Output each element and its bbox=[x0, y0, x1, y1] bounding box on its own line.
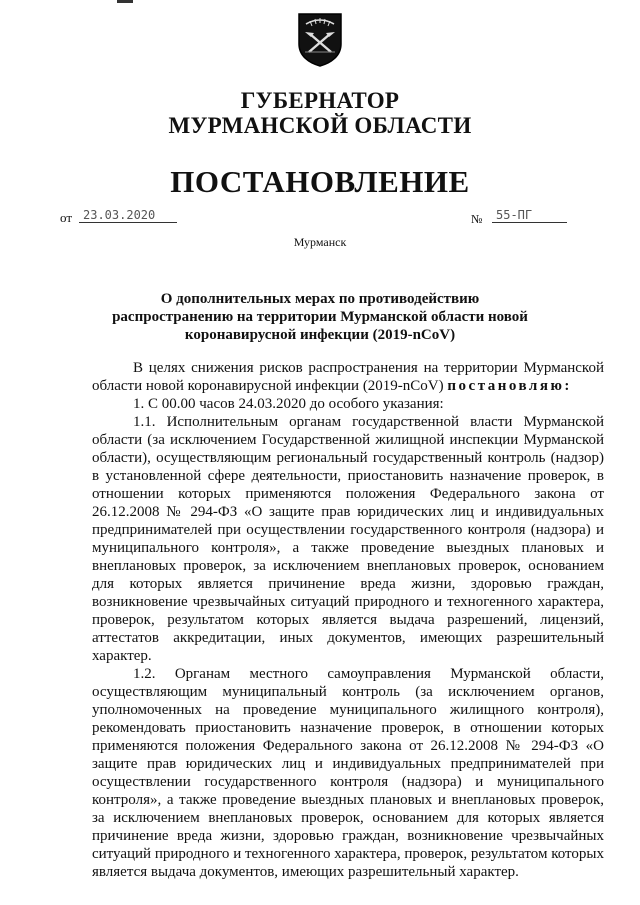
intro-text: В целях снижения рисков распространения на территории Мурманской области новой коронавирусной инфекции (2019-nCoV) bbox=[92, 360, 604, 394]
region-title: МУРМАНСКОЙ ОБЛАСТИ bbox=[168, 113, 472, 138]
resolve-word: постановляю: bbox=[447, 378, 572, 394]
city-name: Мурманск bbox=[293, 235, 347, 249]
intro-paragraph bbox=[92, 359, 604, 395]
paragraph-1-2: 1.2. Органам местного самоуправления Мурманской области, осуществляющим муниципальный контроль (за исключением органов, уполномоченных на проведение муниципального жилищного контроля), рекомендовать приостановить назначение проверок, в отношении которых применяются положения Федерального закона от 26.12.2008 № 294-ФЗ «О защите прав юридических лиц и индивидуальных предпринимателей при осуществлении государственного контроля (надзора) и муниципального контроля», а также проведение выездных плановых и внеплановых проверок, за исключением внеплановых проверок, основанием для которых является причинение вреда жизни, здоровью граждан, возникновение чрезвычайных ситуаций природного и техногенного характера, проверок, результатом которых является выдача документов, имеющих разрешительный характер. bbox=[92, 666, 604, 880]
document-number: 55-ПГ bbox=[492, 208, 567, 223]
scan-mark bbox=[117, 0, 133, 3]
date-prefix: от bbox=[60, 210, 73, 225]
document-subject: О дополнительных мерах по противодействию распространению на территории Мурманской области новой коронавирусной инфекции (2019-nCoV) bbox=[112, 291, 528, 343]
document-body bbox=[92, 359, 604, 881]
governor-title: ГУБЕРНАТОР bbox=[240, 88, 400, 113]
number-prefix: № bbox=[471, 212, 483, 226]
paragraph-1-1: 1.1. Исполнительным органам государственной власти Мурманской области (за исключением Государственной жилищной инспекции Мурманской области), осуществляющим региональный государственный контроль (надзор) в установленной сфере деятельности, приостановить назначение проверок, в отношении которых применяются положения Федерального закона от 26.12.2008 № 294-ФЗ «О защите прав юридических лиц и индивидуальных предпринимателей при осуществлении государственного контроля (надзора) и муниципального контроля», а также проведение выездных плановых и внеплановых проверок, за исключением внеплановых проверок, основанием для которых является причинение вреда жизни, здоровью граждан, возникновение чрезвычайных ситуаций природного и техногенного характера, проверок, результатом которых является выдача разрешений, лицензий, аттестатов аккредитации, иных документов, имеющих разрешительный характер. bbox=[92, 414, 604, 664]
document-date: 23.03.2020 bbox=[79, 208, 177, 223]
coat-of-arms-icon bbox=[297, 12, 343, 67]
document-type-title: ПОСТАНОВЛЕНИЕ bbox=[170, 164, 470, 199]
paragraph-1: 1. С 00.00 часов 24.03.2020 до особого указания: bbox=[133, 396, 444, 412]
